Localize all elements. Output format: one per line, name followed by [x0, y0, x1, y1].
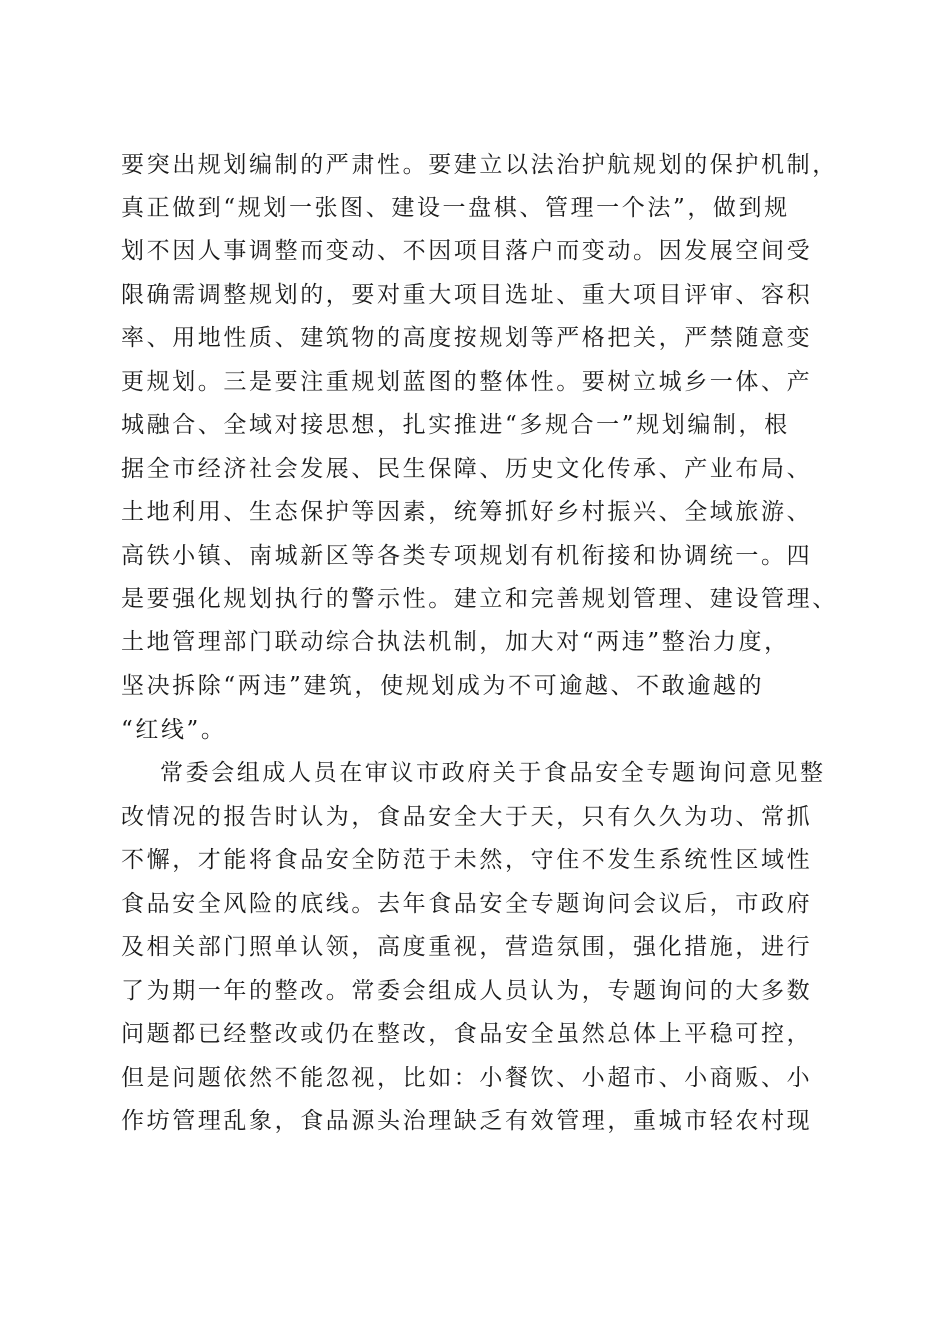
text-line-4: 限确需调整规划的，要对重大项目选址、重大项目评审、容积 [121, 282, 813, 308]
text-line-3: 划不因人事调整而变动、不因项目落户而变动。因发展空间受 [121, 238, 813, 264]
text-line-11: 是要强化规划执行的警示性。建立和完善规划管理、建设管理、 [121, 586, 838, 612]
text-line-19: 及相关部门照单认领，高度重视，营造氛围，强化措施，进行 [121, 934, 813, 960]
text-line-23: 作坊管理乱象，食品源头治理缺乏有效管理，重城市轻农村现 [121, 1108, 813, 1134]
text-line-2: 真正做到“规划一张图、建设一盘棋、管理一个法”，做到规 [121, 195, 790, 221]
text-line-17: 不懈，才能将食品安全防范于未然，守住不发生系统性区域性 [121, 847, 813, 873]
text-line-9: 土地利用、生态保护等因素，统筹抓好乡村振兴、全域旅游、 [121, 499, 813, 525]
text-line-7: 城融合、全域对接思想，扎实推进“多规合一”规划编制，根 [121, 412, 790, 438]
text-line-21: 问题都已经整改或仍在整改，食品安全虽然总体上平稳可控， [121, 1021, 813, 1047]
text-line-18: 食品安全风险的底线。去年食品安全专题询问会议后，市政府 [121, 891, 813, 917]
text-line-10: 高铁小镇、南城新区等各类专项规划有机衔接和协调统一。四 [121, 543, 813, 569]
text-line-20: 了为期一年的整改。常委会组成人员认为，专题询问的大多数 [121, 978, 813, 1004]
text-line-6: 更规划。三是要注重规划蓝图的整体性。要树立城乡一体、产 [121, 369, 813, 395]
text-line-1: 要突出规划编制的严肃性。要建立以法治护航规划的保护机制， [121, 152, 838, 178]
text-line-8: 据全市经济社会发展、民生保障、历史文化传承、产业布局、 [121, 456, 813, 482]
text-line-14: “红线”。 [121, 717, 227, 743]
paragraph-start-line: 常委会组成人员在审议市政府关于食品安全专题询问意见整 [160, 760, 826, 786]
text-line-12: 土地管理部门联动综合执法机制，加大对“两违”整治力度， [121, 629, 790, 655]
text-line-13: 坚决拆除“两违”建筑，使规划成为不可逾越、不敢逾越的 [121, 673, 765, 699]
text-line-22: 但是问题依然不能忽视，比如：小餐饮、小超市、小商贩、小 [121, 1065, 813, 1091]
text-line-5: 率、用地性质、建筑物的高度按规划等严格把关，严禁随意变 [121, 325, 813, 351]
text-line-16: 改情况的报告时认为，食品安全大于天，只有久久为功、常抓 [121, 804, 813, 830]
